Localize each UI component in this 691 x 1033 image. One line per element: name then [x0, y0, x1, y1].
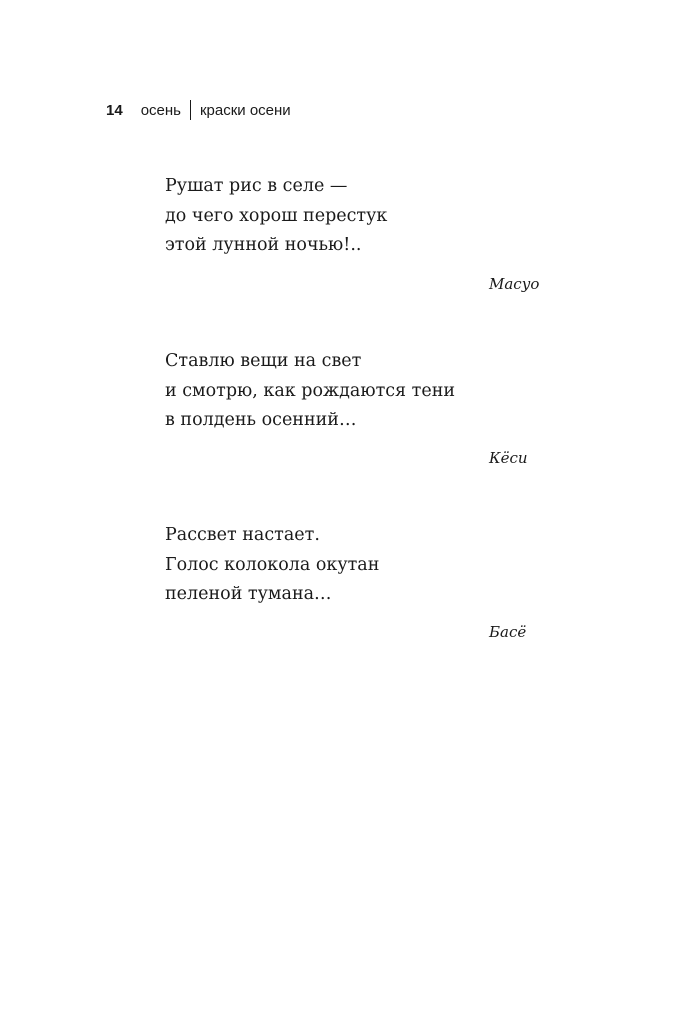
haiku-author: Басё — [489, 623, 527, 641]
haiku-line: Ставлю вещи на свет — [165, 351, 362, 371]
haiku-author: Масуо — [489, 275, 540, 293]
running-head — [106, 99, 291, 121]
haiku-line: Рассвет настает. — [165, 525, 320, 545]
haiku-2 — [165, 347, 545, 436]
haiku-line: Голос колокола окутан — [165, 554, 380, 575]
chapter-title: краски осени — [199, 101, 291, 119]
haiku-line: этой лунной ночью!.. — [165, 235, 362, 255]
haiku-1 — [165, 172, 545, 261]
haiku-line: до чего хорош перестук — [165, 205, 388, 226]
haiku-line: пеленой тумана… — [165, 584, 332, 604]
page-number: 14 — [106, 101, 123, 119]
haiku-line: в полдень осенний… — [165, 410, 357, 430]
header-divider — [190, 100, 191, 120]
section-title: осень — [140, 101, 181, 119]
haiku-line: Рушат рис в селе — — [165, 176, 348, 196]
haiku-3 — [165, 521, 545, 610]
haiku-line: и смотрю, как рождаются тени — [165, 380, 456, 401]
haiku-author: Кёси — [489, 449, 528, 467]
